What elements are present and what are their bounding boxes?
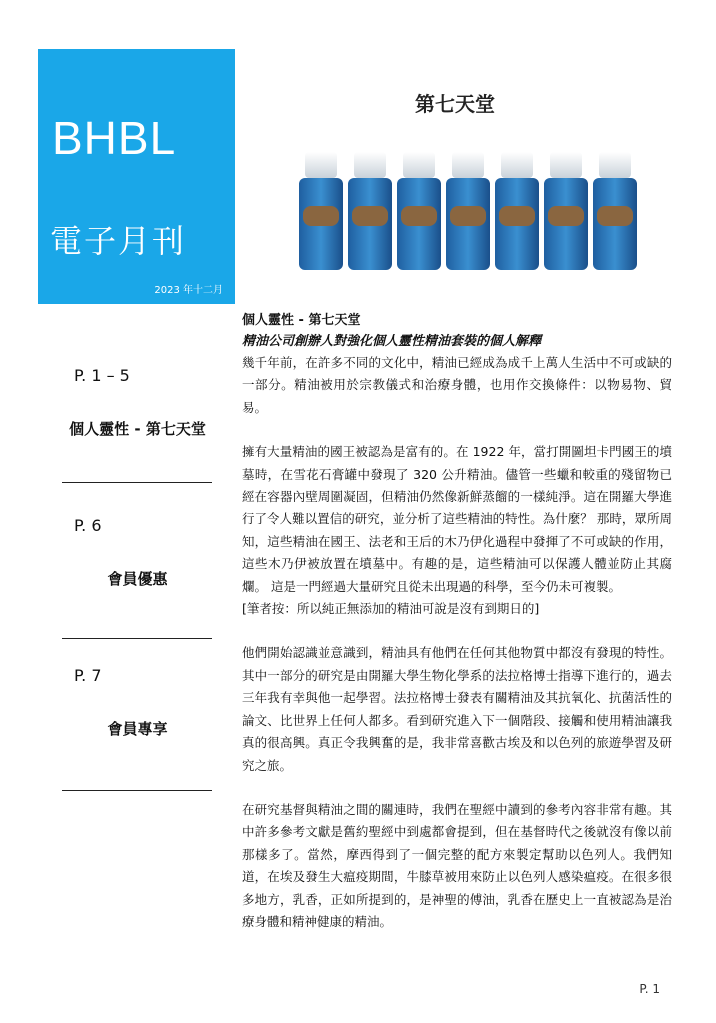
- article-headline: 精油公司創辦人對強化個人靈性精油套裝的個人解釋: [242, 334, 542, 349]
- article-paragraph: 他們開始認識並意識到，精油具有他們在任何其他物質中都沒有發現的特性。其中一部分的研究是由開羅大學生物化學系的法拉格博士指導下進行的，過去三年我有幸與他一起學習。法拉格博士發表有關精油及其抗氧化、抗菌活性的論文、比世界上任何人都多。看到研究進入下一個階段、接觸和使用精油讓我真的很高興。真正令我興奮的是，我非常喜歡古埃及和以色列的旅遊學習及研究之旅。: [242, 645, 672, 773]
- masthead: [38, 49, 235, 304]
- toc-page-number: P. 6: [74, 516, 102, 535]
- toc-page-number: P. 1 – 5: [74, 366, 130, 385]
- oil-bottles-illustration: [285, 80, 645, 280]
- article-paragraph: 擁有大量精油的國王被認為是富有的。在 1922 年，當打開圖坦卡門國王的墳墓時，在雪花石膏罐中發現了 320 公升精油。儘管一些蠟和較重的殘留物已經在容器內壁周圍凝固，但精油仍然像新鮮蒸餾的一樣純淨。這在開羅大學進行了令人難以置信的研究，並分析了這些精油的特性。為什麼？ 那時，眾所周知，這些精油在國王、法老和王后的木乃伊化過程中發揮了不可或缺的作用，這些木乃伊被放置在墳墓中。有趣的是，這些精油可以保護人體並防止其腐爛。 這是一門經過大量研究且從未出現過的科學，至今仍未可複製。: [242, 444, 672, 594]
- page-number: P. 1: [639, 982, 660, 996]
- toc-page-number: P. 7: [74, 666, 102, 685]
- section-title: 個人靈性 - 第七天堂: [242, 313, 361, 328]
- article-paragraph: 在研究基督與精油之間的關連時，我們在聖經中讀到的參考內容非常有趣。其中許多參考文獻是舊約聖經中到處都會提到，但在基督時代之後就沒有像以前那樣多了。當然，摩西得到了一個完整的配方來製定幫助以色列人。我們知道，在埃及發生大瘟疫期間，牛膝草被用來防止以色列人感染瘟疫。在很多很多地方，乳香，正如所提到的，是神聖的傅油，乳香在歷史上一直被認為是治療身體和精神健康的精油。: [242, 801, 672, 929]
- toc-label: 個人靈性 - 第七天堂: [69, 420, 206, 438]
- masthead-subtitle: 電子月刊: [50, 222, 187, 260]
- article: [242, 310, 672, 933]
- hero-image: [285, 80, 645, 280]
- editor-note: [筆者按：所以純正無添加的精油可說是沒有到期日的]: [242, 601, 540, 617]
- bottle-row: [299, 152, 637, 270]
- hero-title: 第七天堂: [415, 92, 495, 116]
- toc-divider: [62, 638, 212, 639]
- toc-divider: [62, 790, 212, 791]
- toc-divider: [62, 482, 212, 483]
- issue-date: 2023 年十二月: [154, 285, 223, 296]
- masthead-brand: BHBL: [52, 112, 177, 164]
- article-paragraph: 幾千年前，在許多不同的文化中，精油已經成為成千上萬人生活中不可或缺的一部分。精油被用於宗教儀式和治療身體，也用作交換條件：以物易物、貿易。: [242, 355, 672, 415]
- toc-label: 會員優惠: [107, 570, 168, 588]
- toc-label: 會員專享: [107, 720, 168, 738]
